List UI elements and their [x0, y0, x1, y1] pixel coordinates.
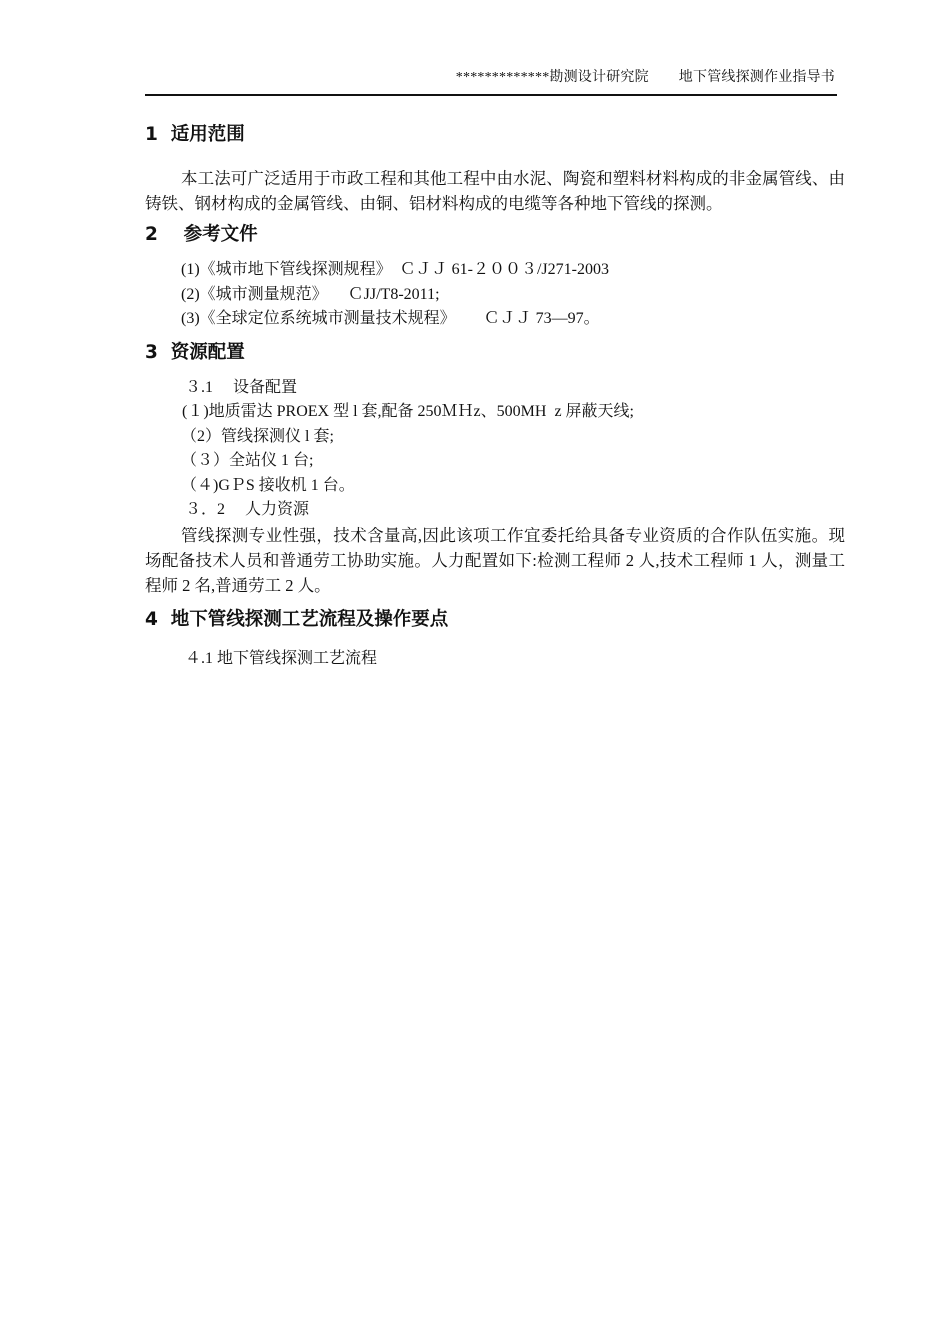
section-4-heading: 4 地下管线探测工艺流程及操作要点 — [145, 608, 449, 630]
equipment-item: （2）管线探测仪 l 套; — [181, 427, 334, 445]
section-2-heading: 2 参考文件 — [145, 224, 258, 245]
equipment-item: （３）全站仪 1 台; — [181, 452, 314, 469]
section-1-heading: 1 适用范围 — [145, 124, 245, 145]
subsection-personnel-title: ３．2 人力资源 — [185, 501, 310, 518]
section-3-heading: 3 资源配置 — [145, 341, 245, 363]
equipment-item: （４)GＰS 接收机 1 台。 — [181, 476, 355, 494]
equipment-item: (１)地质雷达 PROEX 型 l 套,配备 250ＭＨz、500MH z 屏蔽天线; — [182, 403, 634, 420]
header-institute: *************勘测设计研究院 — [455, 70, 649, 85]
subsection-equipment-title: ３.1 设备配置 — [185, 378, 298, 396]
reference-item: (3)《全球定位系统城市测量技术规程》 ＣＪＪ 73—97。 — [181, 310, 600, 327]
page-header — [145, 66, 837, 96]
reference-item: (2)《城市测量规范》 ＣJJ/T8-2011; — [181, 285, 440, 303]
header-doc-title: 地下管线探测作业指导书 — [678, 70, 835, 85]
reference-item: (1)《城市地下管线探测规程》 ＣＪＪ 61-２００３/J271-2003 — [181, 261, 609, 278]
document-body — [145, 112, 845, 671]
section-1-paragraph: 本工法可广泛适用于市政工程和其他工程中由水泥、陶瓷和塑料材料构成的非金属管线、由铸铁、钢材构成的金属管线、由铜、铝材料构成的电缆等各种地下管线的探测。 — [145, 169, 845, 213]
subsection-workflow-title: ４.1 地下管线探测工艺流程 — [185, 649, 378, 667]
section-3-paragraph: 管线探测专业性强，技术含量高,因此该项工作宜委托给具备专业资质的合作队伍实施。现场配备技术人员和普通劳工协助实施。人力配置如下:检测工程师 2 人,技术工程师 1 人，测量工程师 2 名,普通劳工 2 人。 — [145, 525, 845, 595]
header-text — [456, 66, 835, 86]
